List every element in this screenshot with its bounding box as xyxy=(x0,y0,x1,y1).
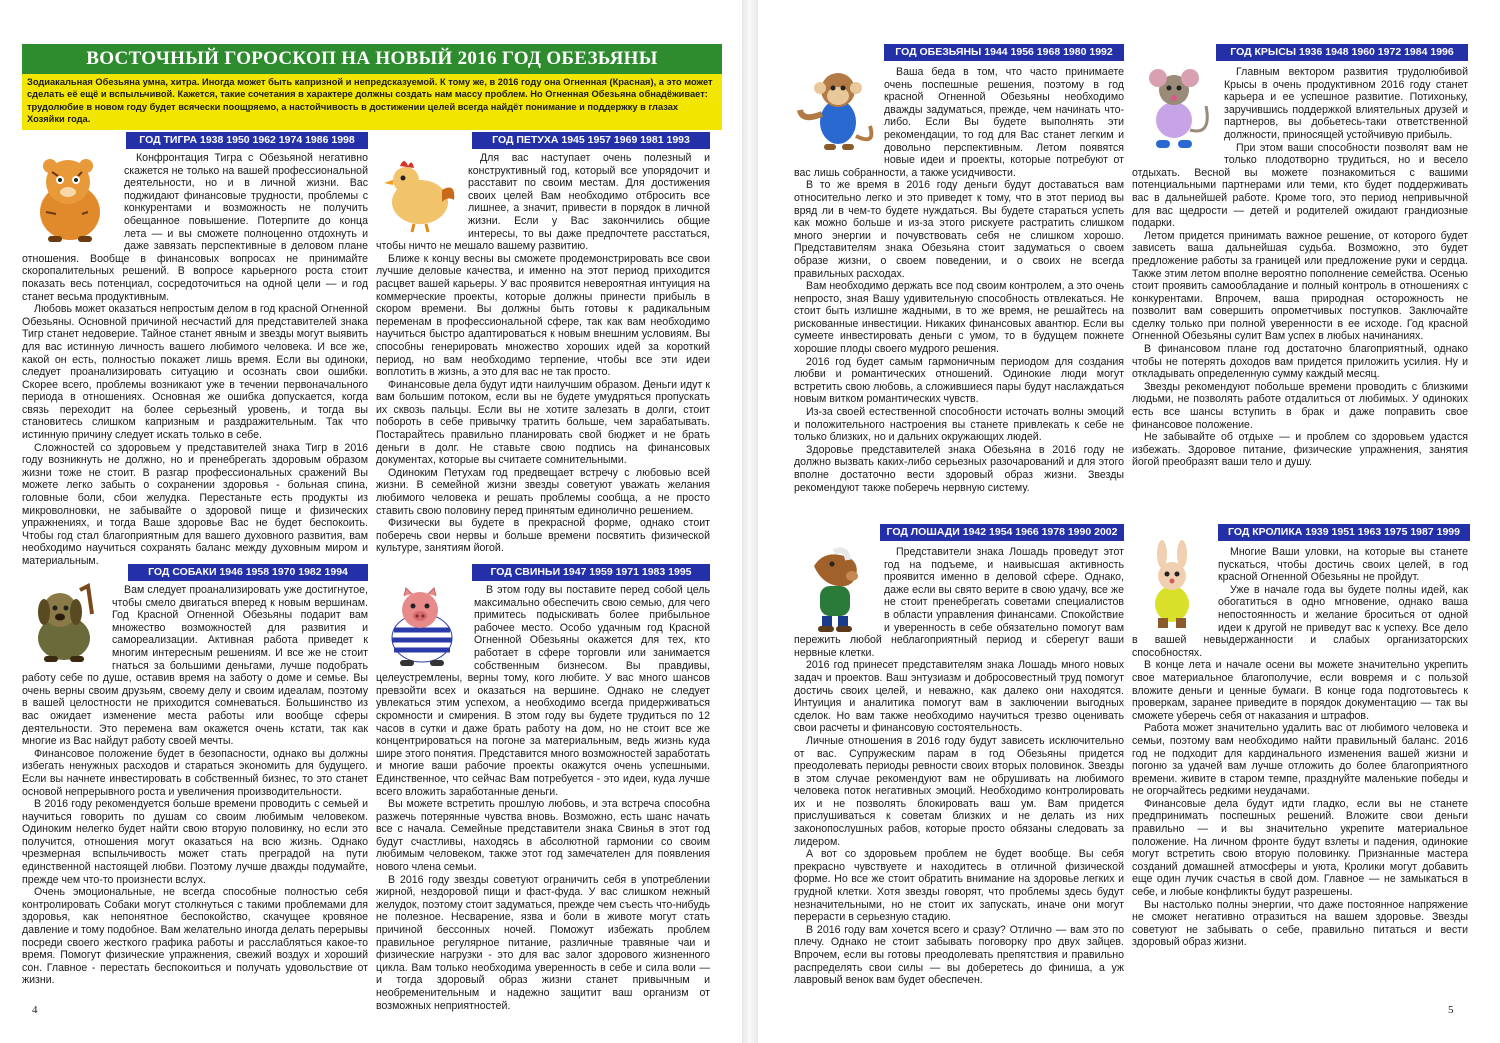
intro-text: Зодиакальная Обезьяна умна, хитра. Иногда может быть капризной и непредсказуемой. К тому же, в 2016 году она Огненная (Красная), а это может сделать её ещё и вспыльчивой. Кажется, такие сочетания в характере должны создать нам массу проблем. Но Огненная Обезьяна обнадёживает: трудолюбие в новом году будет всячески поощряемо, а настойчивость в достижении целей всегда найдёт понимание и поддержку в глазах Хозяйки года. xyxy=(22,74,722,130)
section-rooster xyxy=(376,132,710,564)
paragraph: 2016 год будет самым гармоничным периодом для создания любви и романтических отношений. Одинокие люди могут встретить свою любовь, а сложившиеся пары будут наслаждаться новым витком романтических чувств. xyxy=(794,355,1124,406)
section-tiger xyxy=(22,132,368,567)
paragraph: В то же время в 2016 году деньги будут доставаться вам относительно легко и это приведет к тому, что в этот период вы вряд ли в чем-то будете нуждаться. Вы будете стараться успеть как можно больше и из-за этого рискуете растратить слишком много энергии и почувствовать себя не слишком хорошо. Представителям знака Обезьяна стоит задуматься о своем образе жизни, о своем поведении, и о своих не всегда правильных расходах. xyxy=(794,179,1124,280)
paragraph: Летом придется принимать важное решение, от которого будет зависеть ваша дальнейшая судьба. Возможно, это будет предложение работы за границей или предложение руки и сердца. Также этим летом вполне вероятно пополнение семейства. Осенью стоит проявить самообладание и полный контроль в отношениях с конкурентами. Впрочем, ваша природная осторожность не позволит вам совершить опрометчивых поступков. Заключайте сделку только при полной уверенности в ее исходе. Год красной Огненной Обезьяны сулит Вам успех в любых начинаниях. xyxy=(1132,229,1468,343)
paragraph: Финансовые дела будут идти наилучшим образом. Деньги идут к вам большим потоком, если вы не будете умудряться пропускать их сквозь пальцы. Если вы не хотите залезать в долги, стоит побороть в себе привычку тратить больше, чем зарабатывать. Постарайтесь правильно планировать свой бюджет и не брать деньги в долг. Не ставьте свою подпись на финансовых документах, которые вы считаете сомнительными. xyxy=(376,378,710,467)
page-number-right: 5 xyxy=(1448,1004,1454,1016)
monkey-cartoon-icon xyxy=(794,66,878,154)
section-rat xyxy=(1132,44,1468,522)
paragraph: В финансовом плане год достаточно благоприятный, однако чтобы не потерять доходов вам придется приложить усилия. Ну и откладывать определенную сумму каждый месяц. xyxy=(1132,343,1468,381)
dog-cartoon-icon xyxy=(22,584,106,664)
paragraph: Финансовые дела будут идти гладко, если вы не станете предпринимать поспешных решений. Вложите свои деньги правильно — и вы значительно укрепите материальное положение. На личном фронте будут взлеты и падения, одинокие могут встретить свою вторую половинку. Признанные мастера созданий домашней атмосферы и уюта, Кролики могут добавить еще один лучик счастья в свой дом. Главное — не замыкаться в себе, и любые конфликты будут разрешены. xyxy=(1132,797,1468,899)
paragraph: В конце лета и начале осени вы можете значительно укрепить свое материальное благополучие, если вовремя и с пользой вложите деньги и ценные бумаги. В конце года подготовьтесь к проверкам, заранее приведите в порядок документацию — так вы сможете уберечь себя от наказания и штрафов. xyxy=(1132,659,1468,722)
paragraph: А вот со здоровьем проблем не будет вообще. Вы себя прекрасно чувствуете и находитесь в отличной физической форме. Но все же стоит обратить внимание на здоровье легких и грудной клетки. Хотя звезды говорят, что проблемы здесь будут незначительными, но не стоит их запускать, иначе они могут перерасти в серьезную стадию. xyxy=(794,848,1124,924)
section-body xyxy=(1132,66,1468,522)
paragraph: Очень эмоциональные, не всегда способные полностью себя контролировать Собаки могут столкнуться с такими проблемами для здоровья, как непонятное беспокойство, скачущее кровяное давление и тому подобное. Вам желательно иногда делать перерывы посреди своего жесткого графика работы и расслабляться какое-то время. Помогут физические упражнения, свежий воздух и хороший сон. Главное - перестать беспокоиться и получать удовольствие от жизни. xyxy=(22,886,368,987)
paragraph: Любовь может оказаться непростым делом в год красной Огненной Обезьяны. Основной причиной несчастий для представителей знака Тигр станет недоверие. Тайное станет явным и звезды могут выявить для вас истинную личность вашего любимого человека. И все же, какой он есть, полностью покажет лишь время. Если вы одиноки, следует проанализировать ситуацию и осознать свои ошибки. Скорее всего, проблемы возникают уже в течении первоначального периода в отношениях. Основная же ошибка допускается, когда связь переходит на более серьезный уровень, и тогда вы становитесь слишком капризным и раздражительным. Так что истинную причину следует искать только в себе. xyxy=(22,303,368,442)
horse-cartoon-icon xyxy=(794,546,878,632)
section-body xyxy=(1132,546,1468,1000)
rat-cartoon-icon xyxy=(1132,66,1218,154)
section-title: ГОД КРЫСЫ 1936 1948 1960 1972 1984 1996 xyxy=(1216,44,1468,61)
paragraph: Физически вы будете в прекрасной форме, однако стоит поберечь свои нервы и больше времени посвятить физической культуре, занятиям йогой. xyxy=(376,517,710,555)
paragraph: В 2016 году звезды советуют ограничить себя в употреблении жирной, нездоровой пищи и фаст-фуда. У вас слишком нежный желудок, поэтому стоит задуматься, прежде чем съесть что-нибудь не полезное. Несварение, язва и боли в животе могут стать причиной бессонных ночей. Поможут избежать проблем правильное регулярное питание, различные травяные чаи и физические нагрузки - это для вас залог здорового жизненного цикла. Вам только необходима уверенность в себе и сила воли — и тогда здоровый образ жизни станет привычным и необременительным и надежно защитит ваш организм от возможных неприятностей. xyxy=(376,873,710,1012)
paragraph: Личные отношения в 2016 году будут зависеть исключительно от вас. Супружеским парам в год Обезьяны придется преодолевать периоды ревности своих вторых половинок. Звезды в этом случае рекомендуют вам не обрушивать на любимого человека поток негативных эмоций. Необходимо контролировать их и не позволять блокировать ваш ум. Вам придется прислушиваться к советам близких и не делать из них законопослушных рабов, которые просто обязаны следовать за лидером. xyxy=(794,734,1124,848)
paragraph: Вы настолько полны энергии, что даже постоянное напряжение не сможет негативно отразиться на вашем здоровье. Звезды советуют не забывать о себе, правильно питаться и вести здоровый образ жизни. xyxy=(1132,898,1468,949)
paragraph: Уже в начале года вы будете полны идей, как обогатиться в одно мгновение, однако ваша непостоянность и желание броситься от одной идеи к другой не приведут вас к успеху. Все дело в вашей невыдержанности и слабых организаторских способностях. xyxy=(1132,583,1468,659)
paragraph: Сложностей со здоровьем у представителей знака Тигр в 2016 году возникнуть не должно, но и пренебрегать здоровым образом жизни тоже не стоит. В разгар профессиональных сражений Вы можете легко забыть о сохранении здоровья - больная спина, головные боли, сбои желудка. Перестаньте есть продукты из микроволновки, не забывайте о здоровой пище и физических упражнениях, и тогда Ваше здоровье Вас не будет беспокоить. Чтобы год стал благоприятным для вашего духовного развития, вам необходимо научиться сохранять баланс между духовным миром и материальным. xyxy=(22,441,368,567)
page-number-left: 4 xyxy=(32,1004,38,1016)
section-dog xyxy=(22,564,368,1000)
paragraph: Звезды рекомендуют побольше времени проводить с близкими людьми, не позволять работе отдалиться от любимых. У одиноких есть все шансы вступить в брак и даже поправить свое финансовое положение. xyxy=(1132,380,1468,431)
section-body xyxy=(794,546,1124,1000)
paragraph: Представители знака Лошадь проведут этот год на подъеме, и наивысшая активность проявится именно в деловой сфере. Однако, даже если вы свято верите в свою удачу, все же не стоит пренебрегать советами специалистов в области управления финансами. Спокойствие и уверенность в себе обязательно помогут вам пережить любой неблагоприятный период и сберегут ваши нервные клетки. xyxy=(794,546,1124,659)
section-rabbit xyxy=(1132,524,1468,1000)
right-page xyxy=(758,0,1500,1043)
rabbit-cartoon-icon xyxy=(1132,546,1212,632)
paragraph: При этом ваши способности позволят вам не только плодотворно трудиться, но и весело отдыхать. Весной вы можете познакомиться с вашими потенциальными партнерами или теми, кто будет поддерживать вас в дальнейшей работе. Кроме того, это период непривычной для вас щедрости — детей и родителей ожидают грандиозные подарки. xyxy=(1132,141,1468,230)
section-title: ГОД ПЕТУХА 1945 1957 1969 1981 1993 xyxy=(472,132,710,149)
left-page xyxy=(0,0,742,1043)
section-title: ГОД ЛОШАДИ 1942 1954 1966 1978 1990 2002 xyxy=(880,524,1124,541)
paragraph: Из-за своей естественной способности источать волны эмоций и положительного настроения вы станете привлекать к себе не только близких, но и дальних окружающих людей. xyxy=(794,406,1124,444)
paragraph: Ближе к концу весны вы сможете продемонстрировать все свои лучшие деловые качества, и именно на этот период приходится расцвет вашей карьеры. У вас проявится невероятная интуиция на коммерческие проекты, которые должны принести прибыль в скором времени. Вы должны быть готовы к радикальным переменам в профессиональной сфере, так как вам необходимо научиться быстро адаптироваться к новым внешним условиям. Вы способны генерировать множество хороших идей за короткий период, но вам необходимо терпение, чтобы все эти идеи воплотить в жизнь, а это для вас не так просто. xyxy=(376,252,710,379)
paragraph: В 2016 году вам хочется всего и сразу? Отлично — вам это по плечу. Однако не стоит забывать поговорку про двух зайцев. Впрочем, если вы готовы преодолевать препятствия и правильно распределять свои силы — вы доберетесь до финиша, а уж лавровый венок вам будет обеспечен. xyxy=(794,923,1124,987)
paragraph: Многие Ваши уловки, на которые вы станете пускаться, чтобы достичь своих целей, в год красной Огненной Обезьяны не пройдут. xyxy=(1218,546,1468,584)
section-pig xyxy=(376,564,710,1012)
paragraph: Ваша беда в том, что часто принимаете очень поспешные решения, поэтому в год красной Огненной Обезьяны необходимо дважды задуматься, прежде, чем начинать что-либо. Если Вы будете выполнять эти рекомендации, то год для Вас станет легким и довольно перспективным. Летом появятся новые идеи и проекты, которые потребуют от вас лишь собранности, а также усидчивости. xyxy=(794,66,1124,179)
paragraph: Одиноким Петухам год предвещает встречу с любовью всей жизни. В семейной жизни звезды советуют уважать желания любимого человека и решать проблемы сообща, а не просто ставить свою половину перед принятым единолично решением. xyxy=(376,466,710,517)
section-title: ГОД СВИНЬИ 1947 1959 1971 1983 1995 xyxy=(472,564,710,581)
paragraph: Главным вектором развития трудолюбивой Крысы в очень продуктивном 2016 году станет карьера и ее успешное развитие. Потихоньку, заручившись поддержкой влиятельных друзей и партнеров, вы добьетесь-таки ответственной должности, приносящей устойчивую прибыль. xyxy=(1224,66,1468,141)
paragraph: В 2016 году рекомендуется больше времени проводить с семьей и научиться говорить по душам со своим любимым человеком. Одиноким нелегко будет найти свою вторую половинку, но если это получится, отношения могут оказаться на всю жизнь. Однако чрезмерная вспыльчивость может стать преградой на пути единственной настоящей любви. Поэтому лучше дважды подумайте, прежде чем что-то произнести вслух. xyxy=(22,798,368,886)
banner-title: ВОСТОЧНЫЙ ГОРОСКОП НА НОВЫЙ 2016 ГОД ОБЕЗЬЯНЫ xyxy=(22,44,722,74)
paragraph: Финансовое положение будет в безопасности, однако вы должны избегать ненужных расходов и стараться экономить для будущего. Если вы начнете инвестировать в собственный бизнес, то это станет основой непрерывного роста и увеличения производительности. xyxy=(22,747,368,798)
section-title: ГОД ОБЕЗЬЯНЫ 1944 1956 1968 1980 1992 xyxy=(884,44,1124,61)
paragraph: 2016 год принесет представителям знака Лошадь много новых задач и проектов. Ваш энтузиазм и добросовестный труд помогут достичь своих целей, и неважно, как далеко они находятся. Интуиция и аналитика помогут вам в заключении выгодных сделок. Но вам также необходимо научиться трезво оценивать свои расчеты и финансовую состоятельность. xyxy=(794,659,1124,735)
section-monkey xyxy=(794,44,1124,522)
paragraph: В этом году вы поставите перед собой цель максимально обеспечить свою семью, для чего примитесь подыскивать более прибыльное рабочее место. Особо удачным год Красной Огненной Обезьяны окажется для тех, кто работает в сфере торговли или занимается собственным бизнесом. Вы правдивы, целеустремлены, верны тому, кого любите. У вас много шансов превзойти всех и оказаться на вершине. Однако не следует увлекаться этим успехом, а необходимо всегда придерживаться скромности и смирения. В этом году вы будете трудиться по 12 часов в сутки и даже брать работу на дом, но не стоит все же концентрироваться на погоне за материальным, ведь жизнь куда шире этого понятия. Представится много возможностей заработать и многие ваши рабочие проекты окажутся очень успешными. Единственное, что сейчас Вам потребуется - это идеи, куда лучше всего вложить заработанные деньги. xyxy=(376,584,710,798)
paragraph: Не забывайте об отдыхе — и проблем со здоровьем удастся избежать. Здоровое питание, физические упражнения, занятия йогой преобразят ваши тело и душу. xyxy=(1132,431,1468,469)
section-body xyxy=(22,152,368,567)
paragraph: Вам необходимо держать все под своим контролем, а это очень непросто, зная Вашу удивительную способность отвлекаться. Не стоит быть излишне жадными, в то же время, не решайтесь на рискованные инвестиции. Никаких финансовых авантюр. Если вы сумеете инвестировать деньги с умом, то в будущем пожнете хорошие плоды своего мудрого решения. xyxy=(794,280,1124,356)
paragraph: Конфронтация Тигра с Обезьяной негативно скажется не только на вашей профессиональной деятельности, но и в личной жизни. Вас поджидают финансовые трудности, проблемы с конкурентами и возможность не получить обещанное повышение. Потерпите до конца лета — и вы сможете полноценно отдохнуть и даже завязать перспективные в деловом плане отношения. Вообще в финансовых вопросах не принимайте скоропалительных решений. В вопросе карьерного роста стоит показать весь потенциал, сосредоточиться на одной цели — и год станет весьма продуктивным. xyxy=(22,152,368,303)
section-title: ГОД КРОЛИКА 1939 1951 1963 1975 1987 1999 xyxy=(1218,524,1470,541)
rooster-cartoon-icon xyxy=(376,152,462,234)
section-body xyxy=(376,584,710,1012)
paragraph: Вам следует проанализировать уже достигнутое, чтобы смело двигаться вперед к новым вершинам. Год Красной Огненной Обезьяны подарит вам множество возможностей для развития и самореализации. Активная работа приведет к многим интересным решениям. И все же не стоит гнаться за большими деньгами, лучше подобрать работу себе по душе, оставив время на заботу о доме и семье. Вы очень верны своим друзьям, своему делу и своим идеалам, поэтому в вашей целостности не приходится сомневаться. Большинство из вас ожидает изменение места работы или вообще сферы деятельности. Это перемена вам окажется очень кстати, так как многие из Вас найдут работу своей мечты. xyxy=(22,584,368,748)
section-body xyxy=(376,152,710,564)
paragraph: Для вас наступает очень полезный и конструктивный год, который все упорядочит и расставит по своим местам. Для достижения своих целей Вам необходимо отбросить все лишнее, а значит, привести в порядок в личной жизни. Если у Вас закончились общие интересы, то вы даже предпочтете расстаться, чтобы ничто не мешало вашему развитию. xyxy=(376,152,710,253)
pig-cartoon-icon xyxy=(376,584,468,668)
section-horse xyxy=(794,524,1124,1000)
page-gutter xyxy=(742,0,758,1043)
section-title: ГОД ТИГРА 1938 1950 1962 1974 1986 1998 xyxy=(126,132,368,149)
section-title: ГОД СОБАКИ 1946 1958 1970 1982 1994 xyxy=(128,564,368,581)
section-body xyxy=(22,584,368,998)
paragraph: Вы можете встретить прошлую любовь, и эта встреча способна разжечь потерянные чувства вновь. Возможно, есть шанс начать все с начала. Семейные представители знака Свинья в этот год будут счастливы, находясь в абсолютной гармонии со своим любимым человеком, также этот год замечателен для появления нового члена семьи. xyxy=(376,798,710,874)
paragraph: Работа может значительно удалить вас от любимого человека и семьи, поэтому вам необходимо найти правильный баланс. 2016 год не подходит для кардинального изменения вашей жизни и погоню за удачей вам лучше отложить до более благоприятного времени. живите в старом темпе, празднуйте маленькие победы и не огорчайтесь редкими неудачами. xyxy=(1132,722,1468,798)
section-body xyxy=(794,66,1124,522)
tiger-cartoon-icon xyxy=(22,152,118,244)
paragraph: Здоровье представителей знака Обезьяна в 2016 году не должно вызвать каких-либо серьезных разочарований и для этого вполне достаточно вести здоровый образ жизни. Звезды рекомендуют также поберечь нервную систему. xyxy=(794,443,1124,494)
